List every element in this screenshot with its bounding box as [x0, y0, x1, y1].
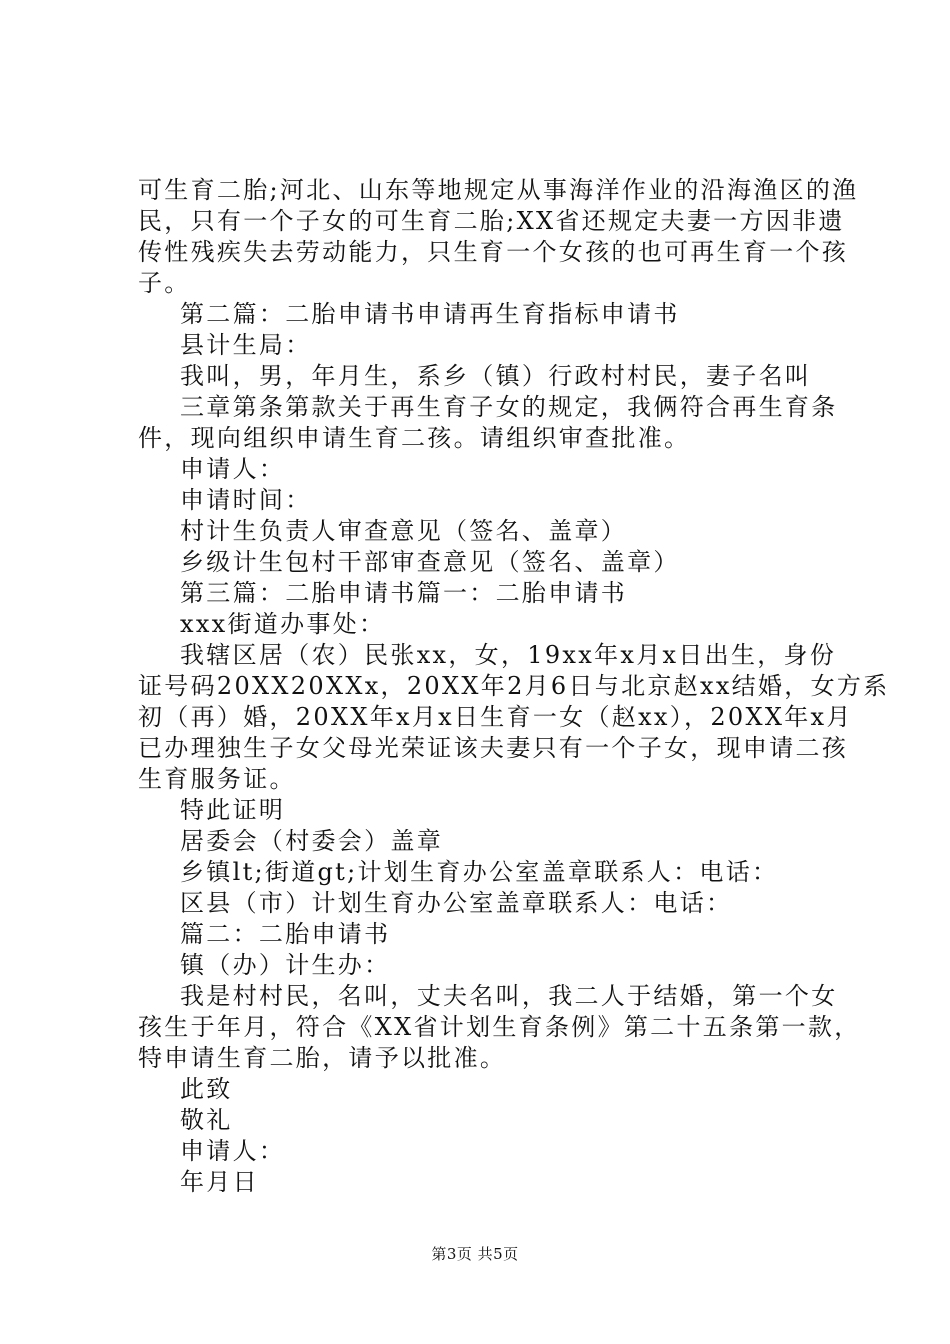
text-line: 居委会（村委会）盖章: [180, 827, 443, 855]
section-heading: 篇二：二胎申请书: [180, 920, 391, 948]
text-line: 生育服务证。: [138, 765, 296, 793]
text-line: 申请人：: [180, 455, 286, 483]
section-heading: 第二篇：二胎申请书申请再生育指标申请书: [180, 300, 680, 328]
page-number: 第3页 共5页: [431, 1245, 519, 1263]
section-heading: 第三篇：二胎申请书篇一：二胎申请书: [180, 579, 628, 607]
text-line: 我是村村民，名叫，丈夫名叫，我二人于结婚，第一个女: [180, 982, 838, 1010]
text-line: 敬礼: [180, 1106, 233, 1134]
text-line: 特申请生育二胎，请予以批准。: [138, 1044, 507, 1072]
document-body: [138, 175, 890, 1198]
text-line: 村计生负责人审查意见（签名、盖章）: [180, 517, 628, 545]
text-line: 区县（市）计划生育办公室盖章联系人：电话：: [180, 889, 733, 917]
text-line: 已办理独生子女父母光荣证该夫妻只有一个子女，现申请二孩: [138, 734, 849, 762]
text-line: 此致: [180, 1075, 233, 1103]
text-line: 镇（办）计生办：: [180, 951, 391, 979]
text-line: 我辖区居（农）民张xx，女，19xx年x月x日出生，身份: [180, 641, 837, 669]
text-line: 特此证明: [180, 796, 286, 824]
text-line: 孩生于年月，符合《XX省计划生育条例》第二十五条第一款，: [138, 1013, 861, 1041]
text-line: 乡镇lt;街道gt;计划生育办公室盖章联系人：电话：: [180, 858, 779, 886]
text-line: 子。: [138, 269, 191, 297]
text-line: 初（再）婚，20XX年x月x日生育一女（赵xx），20XX年x月: [138, 703, 853, 731]
text-line: 年月日: [180, 1168, 259, 1196]
text-line: 申请人：: [180, 1137, 286, 1165]
text-line: 证号码20XX20XXx，20XX年2月6日与北京赵xx结婚，女方系: [138, 672, 890, 700]
text-line: 件，现向组织申请生育二孩。请组织审查批准。: [138, 424, 691, 452]
text-line: xxx街道办事处：: [180, 610, 386, 638]
text-line: 申请时间：: [180, 486, 312, 514]
text-line: 乡级计生包村干部审查意见（签名、盖章）: [180, 548, 680, 576]
text-line: 县计生局：: [180, 331, 312, 359]
text-line: 传性残疾失去劳动能力，只生育一个女孩的也可再生育一个孩: [138, 238, 849, 266]
text-line: 三章第条第款关于再生育子女的规定，我俩符合再生育条: [180, 393, 838, 421]
text-line: 我叫，男，年月生，系乡（镇）行政村村民，妻子名叫: [180, 362, 812, 390]
text-line: 民，只有一个子女的可生育二胎;XX省还规定夫妻一方因非遗: [138, 207, 845, 235]
text-line: 可生育二胎;河北、山东等地规定从事海洋作业的沿海渔区的渔: [138, 176, 859, 204]
